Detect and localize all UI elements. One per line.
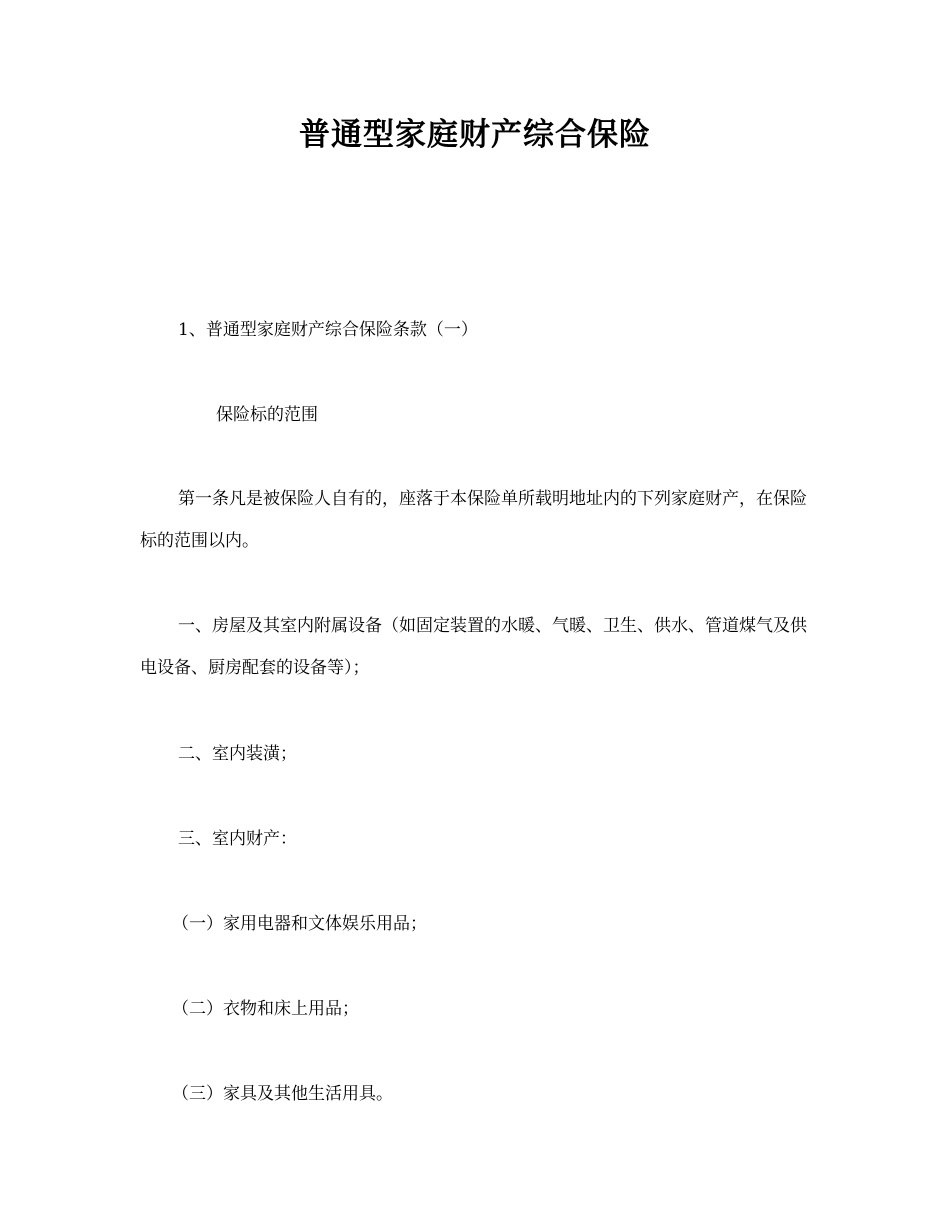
- list-item: 一、房屋及其室内附属设备（如固定装置的水暖、气暖、卫生、供水、管道煤气及供电设备、厨房配套的设备等）；: [140, 616, 807, 678]
- sub-list-item: （二）衣物和床上用品；: [172, 999, 359, 1019]
- list-item: 二、室内装潢；: [178, 744, 297, 764]
- sub-list-item: （三）家具及其他生活用具。: [172, 1084, 393, 1104]
- article-paragraph: 第一条凡是被保险人自有的，座落于本保险单所载明地址内的下列家庭财产，在保险标的范围以内。: [140, 489, 807, 551]
- document-title: 普通型家庭财产综合保险: [299, 117, 651, 153]
- subsection-heading: 保险标的范围: [216, 405, 318, 425]
- list-item: 三、室内财产：: [178, 829, 297, 849]
- sub-list-item: （一）家用电器和文体娱乐用品；: [172, 914, 427, 934]
- section-heading: 1、普通型家庭财产综合保险条款（一）: [178, 320, 478, 340]
